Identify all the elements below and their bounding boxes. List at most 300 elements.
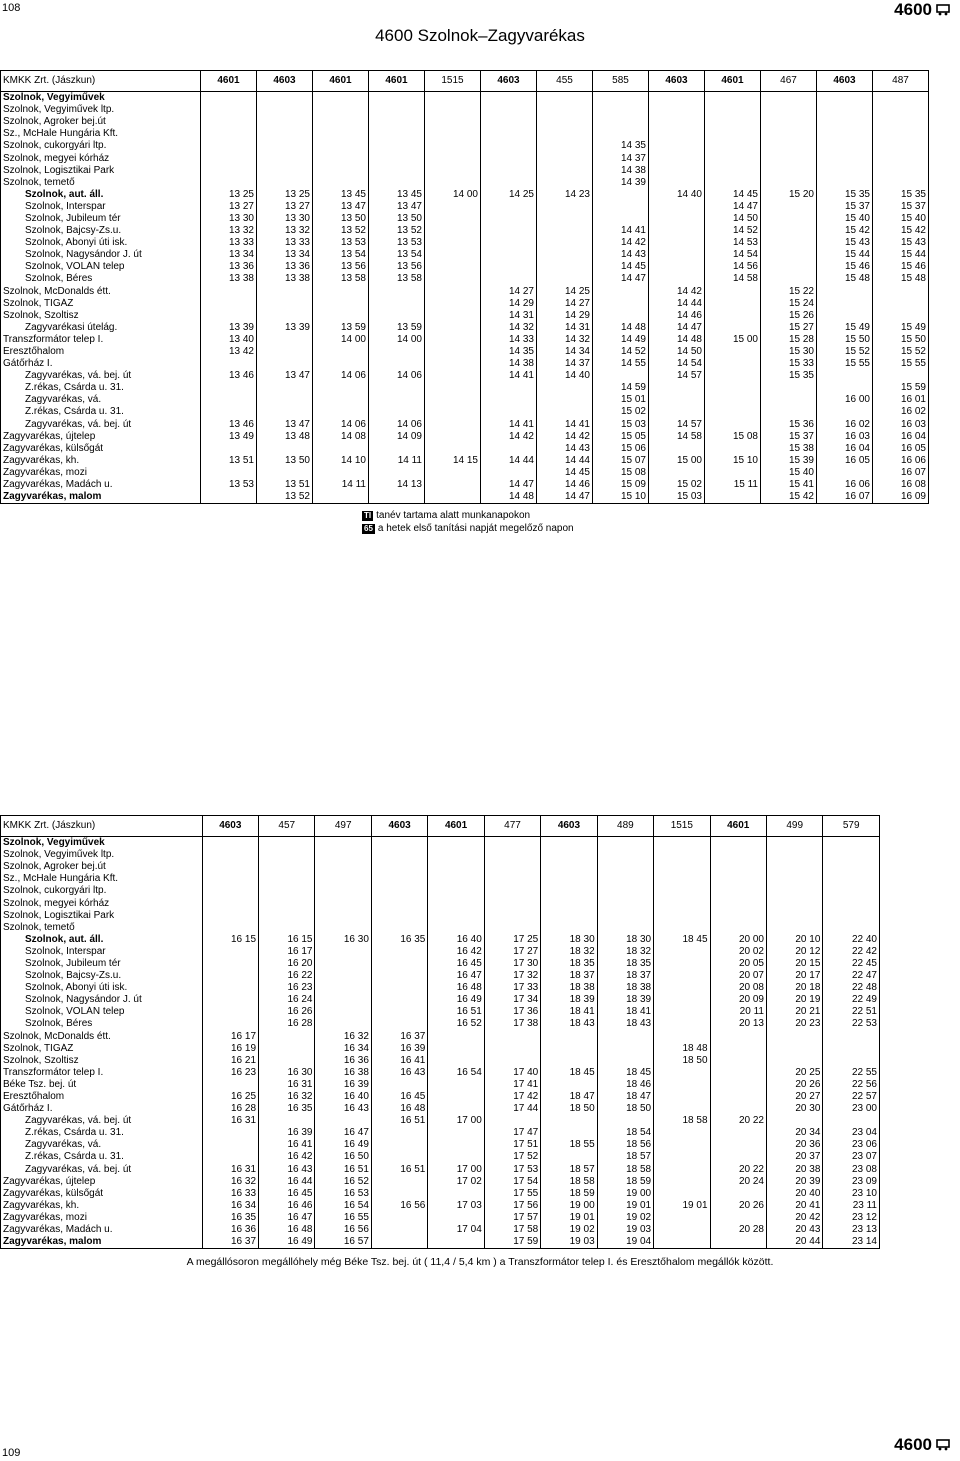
pass-marker (481, 249, 493, 261)
table-row (1, 1103, 880, 1115)
time-cell: 16 24 (271, 994, 315, 1006)
time-cell: 15 26 (773, 310, 817, 322)
pass-marker (369, 394, 381, 406)
pass-marker (710, 1031, 722, 1043)
pass-marker (597, 1067, 609, 1079)
time-cell: 16 56 (384, 1200, 428, 1212)
time-cell (269, 346, 313, 358)
time-cell (325, 358, 369, 370)
pass-marker (313, 177, 325, 189)
time-cell (549, 406, 593, 418)
pass-marker (428, 982, 440, 994)
time-cell (381, 394, 425, 406)
time-cell (437, 213, 481, 225)
time-cell: 18 41 (553, 1006, 597, 1018)
legend-item-65 (362, 522, 574, 535)
pass-marker (484, 837, 496, 850)
pass-marker (428, 861, 440, 873)
pass-marker (873, 467, 885, 479)
pass-marker (597, 1236, 609, 1249)
pass-marker (371, 1103, 383, 1115)
pass-marker (201, 419, 213, 431)
pass-marker (259, 1212, 271, 1224)
station-name: Gátőrház I. (1, 358, 201, 370)
time-cell: 16 56 (327, 1224, 371, 1236)
time-cell (271, 849, 315, 861)
pass-marker (761, 310, 773, 322)
pass-marker (202, 1212, 214, 1224)
time-cell (325, 177, 369, 189)
time-cell: 17 32 (496, 970, 540, 982)
pass-marker (313, 273, 325, 285)
time-cell: 18 58 (553, 1176, 597, 1188)
table-row (1, 128, 929, 140)
time-cell: 17 02 (440, 1176, 484, 1188)
time-cell: 23 14 (835, 1236, 880, 1249)
pass-marker (541, 1043, 553, 1055)
pass-marker (705, 177, 717, 189)
time-cell: 14 49 (605, 334, 649, 346)
time-cell (549, 128, 593, 140)
pass-marker (257, 249, 269, 261)
pass-marker (313, 455, 325, 467)
time-cell: 20 13 (722, 1018, 766, 1030)
time-cell: 13 34 (213, 249, 257, 261)
pass-marker (259, 1224, 271, 1236)
time-cell: 13 34 (269, 249, 313, 261)
time-cell: 15 08 (717, 431, 761, 443)
pass-marker (257, 370, 269, 382)
time-cell (269, 128, 313, 140)
time-cell: 14 37 (605, 152, 649, 164)
pass-marker (649, 358, 661, 370)
table-row (1, 1188, 880, 1200)
time-cell: 18 41 (609, 1006, 653, 1018)
time-cell: 13 47 (325, 201, 369, 213)
time-cell: 14 27 (493, 286, 537, 298)
pass-marker (315, 1188, 327, 1200)
pass-marker (315, 1103, 327, 1115)
pass-marker (257, 394, 269, 406)
pass-marker (873, 310, 885, 322)
pass-marker (484, 873, 496, 885)
station-name: Szolnok, aut. áll. (1, 934, 203, 946)
time-cell: 16 07 (885, 467, 929, 479)
pass-marker (369, 382, 381, 394)
time-cell: 13 52 (381, 225, 425, 237)
pass-marker (428, 1212, 440, 1224)
station-name: Zagyvarékas, vá. (1, 1139, 203, 1151)
pass-marker (593, 177, 605, 189)
pass-marker (259, 1236, 271, 1249)
pass-marker (597, 1151, 609, 1163)
pass-marker (705, 334, 717, 346)
time-cell (327, 873, 371, 885)
pass-marker (817, 419, 829, 431)
time-cell (437, 322, 481, 334)
pass-marker (817, 334, 829, 346)
time-cell (440, 1151, 484, 1163)
time-cell (440, 1139, 484, 1151)
station-name: Szolnok, Jubileum tér (1, 958, 203, 970)
pass-marker (823, 1236, 835, 1249)
station-name: Szolnok, cukorgyári ltp. (1, 140, 201, 152)
time-cell: 16 39 (384, 1043, 428, 1055)
train-number-header: 457 (259, 816, 315, 837)
pass-marker (481, 322, 493, 334)
time-cell (835, 1031, 880, 1043)
pass-marker (315, 1079, 327, 1091)
time-cell: 13 51 (213, 455, 257, 467)
time-cell (440, 1091, 484, 1103)
time-cell: 18 35 (609, 958, 653, 970)
time-cell (885, 177, 929, 189)
time-cell: 16 28 (271, 1018, 315, 1030)
time-cell: 14 32 (549, 334, 593, 346)
time-cell: 18 58 (666, 1115, 710, 1127)
time-cell: 16 23 (271, 982, 315, 994)
pass-marker (202, 1164, 214, 1176)
train-number-header: 4601 (710, 816, 766, 837)
time-cell (213, 152, 257, 164)
time-cell (722, 922, 766, 934)
pass-marker (593, 431, 605, 443)
station-name: Szolnok, Szoltisz (1, 1055, 203, 1067)
pass-marker (201, 286, 213, 298)
pass-marker (201, 310, 213, 322)
time-cell (605, 189, 649, 201)
time-cell (661, 128, 705, 140)
pass-marker (593, 237, 605, 249)
time-cell (325, 92, 369, 105)
pass-marker (315, 1176, 327, 1188)
time-cell: 14 08 (325, 431, 369, 443)
pass-marker (823, 861, 835, 873)
time-cell: 17 00 (440, 1115, 484, 1127)
legend-badge: 65 (364, 524, 373, 533)
pass-marker (202, 994, 214, 1006)
time-cell (214, 849, 258, 861)
time-cell (440, 837, 484, 850)
pass-marker (823, 1115, 835, 1127)
time-cell (661, 201, 705, 213)
pass-marker (369, 140, 381, 152)
time-cell: 15 39 (773, 455, 817, 467)
pass-marker (369, 213, 381, 225)
time-cell (437, 261, 481, 273)
pass-marker (428, 1127, 440, 1139)
time-cell (605, 104, 649, 116)
pass-marker (761, 431, 773, 443)
time-cell: 18 39 (609, 994, 653, 1006)
time-cell (437, 346, 481, 358)
time-cell: 18 45 (609, 1067, 653, 1079)
pass-marker (315, 849, 327, 861)
pass-marker (817, 213, 829, 225)
train-number-header: 489 (597, 816, 653, 837)
time-cell (327, 885, 371, 897)
pass-marker (202, 885, 214, 897)
time-cell: 23 12 (835, 1212, 880, 1224)
pass-marker (597, 910, 609, 922)
time-cell (271, 922, 315, 934)
pass-marker (425, 382, 437, 394)
pass-marker (817, 467, 829, 479)
time-cell (661, 165, 705, 177)
pass-marker (313, 310, 325, 322)
pass-marker (766, 910, 778, 922)
pass-marker (369, 455, 381, 467)
time-cell (609, 873, 653, 885)
time-cell: 18 47 (553, 1091, 597, 1103)
time-cell: 14 55 (605, 358, 649, 370)
pass-marker (369, 273, 381, 285)
pass-marker (257, 491, 269, 504)
pass-marker (541, 1067, 553, 1079)
time-cell: 15 40 (829, 213, 873, 225)
time-cell: 23 07 (835, 1151, 880, 1163)
pass-marker (537, 298, 549, 310)
time-cell: 16 43 (384, 1067, 428, 1079)
pass-marker (766, 1224, 778, 1236)
pass-marker (257, 479, 269, 491)
pass-marker (201, 406, 213, 418)
time-cell: 14 47 (605, 273, 649, 285)
pass-marker (761, 467, 773, 479)
time-cell: 15 33 (773, 358, 817, 370)
time-cell (661, 249, 705, 261)
pass-marker (201, 201, 213, 213)
time-cell (213, 298, 257, 310)
time-cell: 14 43 (605, 249, 649, 261)
pass-marker (425, 419, 437, 431)
time-cell (661, 273, 705, 285)
time-cell: 20 41 (779, 1200, 823, 1212)
pass-marker (315, 1139, 327, 1151)
pass-marker (710, 1188, 722, 1200)
route-number: 4600 (894, 1435, 932, 1454)
pass-marker (823, 1212, 835, 1224)
header-row (1, 816, 880, 837)
time-cell: 15 00 (661, 455, 705, 467)
pass-marker (425, 104, 437, 116)
table-row (1, 419, 929, 431)
time-cell (214, 1127, 258, 1139)
time-cell: 16 32 (271, 1091, 315, 1103)
pass-marker (654, 994, 666, 1006)
pass-marker (201, 479, 213, 491)
time-cell: 13 56 (381, 261, 425, 273)
pass-marker (484, 982, 496, 994)
pass-marker (649, 273, 661, 285)
time-cell: 14 42 (549, 431, 593, 443)
pass-marker (201, 382, 213, 394)
time-cell (666, 1188, 710, 1200)
time-cell (773, 201, 817, 213)
time-cell (214, 885, 258, 897)
train-number-header: 4601 (369, 71, 425, 92)
pass-marker (313, 152, 325, 164)
table-row (1, 116, 929, 128)
table-row (1, 958, 880, 970)
time-cell (325, 443, 369, 455)
time-cell: 14 25 (549, 286, 593, 298)
time-cell (549, 249, 593, 261)
pass-marker (537, 104, 549, 116)
time-cell (327, 910, 371, 922)
time-cell: 15 09 (605, 479, 649, 491)
pass-marker (766, 1236, 778, 1249)
time-cell (717, 443, 761, 455)
time-cell (717, 165, 761, 177)
pass-marker (313, 298, 325, 310)
time-cell (496, 922, 540, 934)
pass-marker (597, 1043, 609, 1055)
time-cell (549, 92, 593, 105)
pass-marker (428, 958, 440, 970)
pass-marker (823, 885, 835, 897)
pass-marker (313, 213, 325, 225)
time-cell: 17 34 (496, 994, 540, 1006)
time-cell (717, 128, 761, 140)
pass-marker (817, 322, 829, 334)
pass-marker (202, 1176, 214, 1188)
time-cell (666, 873, 710, 885)
pass-marker (313, 201, 325, 213)
pass-marker (537, 455, 549, 467)
time-cell (437, 394, 481, 406)
time-cell (440, 1031, 484, 1043)
pass-marker (654, 1164, 666, 1176)
pass-marker (761, 346, 773, 358)
pass-marker (484, 1091, 496, 1103)
time-cell (779, 1055, 823, 1067)
pass-marker (873, 370, 885, 382)
bus-icon (936, 4, 950, 16)
time-cell: 23 09 (835, 1176, 880, 1188)
time-cell (381, 467, 425, 479)
time-cell (271, 897, 315, 909)
time-cell: 14 48 (493, 491, 537, 504)
train-number-header: 487 (873, 71, 929, 92)
pass-marker (484, 1115, 496, 1127)
time-cell: 17 38 (496, 1018, 540, 1030)
pass-marker (593, 261, 605, 273)
station-name: Szolnok, Vegyiművek (1, 92, 201, 105)
pass-marker (201, 491, 213, 504)
time-cell (493, 273, 537, 285)
table-row (1, 370, 929, 382)
time-cell (553, 1115, 597, 1127)
pass-marker (766, 1188, 778, 1200)
pass-marker (259, 1091, 271, 1103)
pass-marker (597, 1212, 609, 1224)
time-cell (327, 1115, 371, 1127)
time-cell (381, 310, 425, 322)
time-cell (384, 970, 428, 982)
pass-marker (823, 1018, 835, 1030)
pass-marker (593, 225, 605, 237)
time-cell (437, 479, 481, 491)
pass-marker (766, 1055, 778, 1067)
time-cell: 18 32 (553, 946, 597, 958)
time-cell (666, 897, 710, 909)
pass-marker (257, 213, 269, 225)
time-cell (722, 1103, 766, 1115)
time-cell: 15 42 (829, 225, 873, 237)
train-number-header: 497 (315, 816, 371, 837)
pass-marker (710, 922, 722, 934)
time-cell (269, 310, 313, 322)
time-cell: 20 27 (779, 1091, 823, 1103)
pass-marker (593, 310, 605, 322)
time-cell: 20 26 (779, 1079, 823, 1091)
pass-marker (649, 322, 661, 334)
pass-marker (817, 177, 829, 189)
pass-marker (428, 1043, 440, 1055)
time-cell (549, 261, 593, 273)
time-cell: 19 01 (609, 1200, 653, 1212)
station-name: Szolnok, temető (1, 922, 203, 934)
pass-marker (313, 140, 325, 152)
pass-marker (201, 261, 213, 273)
pass-marker (371, 1200, 383, 1212)
time-cell: 14 31 (493, 310, 537, 322)
time-cell (496, 849, 540, 861)
pass-marker (369, 261, 381, 273)
pass-marker (369, 104, 381, 116)
pass-marker (541, 934, 553, 946)
table-row (1, 910, 880, 922)
station-name: Szolnok, Interspar (1, 946, 203, 958)
pass-marker (428, 1200, 440, 1212)
pass-marker (202, 922, 214, 934)
time-cell: 14 27 (549, 298, 593, 310)
time-cell (496, 885, 540, 897)
pass-marker (484, 1018, 496, 1030)
pass-marker (710, 1151, 722, 1163)
time-cell: 23 06 (835, 1139, 880, 1151)
time-cell: 17 55 (496, 1188, 540, 1200)
time-cell (885, 370, 929, 382)
time-cell: 18 39 (553, 994, 597, 1006)
time-cell: 18 45 (666, 934, 710, 946)
time-cell (549, 382, 593, 394)
time-cell: 20 07 (722, 970, 766, 982)
pass-marker (710, 970, 722, 982)
pass-marker (873, 491, 885, 504)
pass-marker (541, 1055, 553, 1067)
time-cell (829, 104, 873, 116)
time-cell: 22 42 (835, 946, 880, 958)
pass-marker (537, 370, 549, 382)
pass-marker (654, 1091, 666, 1103)
pass-marker (484, 1067, 496, 1079)
time-cell: 15 35 (773, 370, 817, 382)
station-name: Szolnok, TIGÁZ (1, 298, 201, 310)
time-cell: 13 45 (325, 189, 369, 201)
time-cell (722, 1212, 766, 1224)
time-cell (553, 1079, 597, 1091)
time-cell: 15 11 (717, 479, 761, 491)
table-row (1, 322, 929, 334)
time-cell (214, 958, 258, 970)
time-cell: 13 25 (213, 189, 257, 201)
time-cell (384, 1176, 428, 1188)
time-cell (722, 1055, 766, 1067)
pass-marker (541, 1151, 553, 1163)
pass-marker (710, 1055, 722, 1067)
